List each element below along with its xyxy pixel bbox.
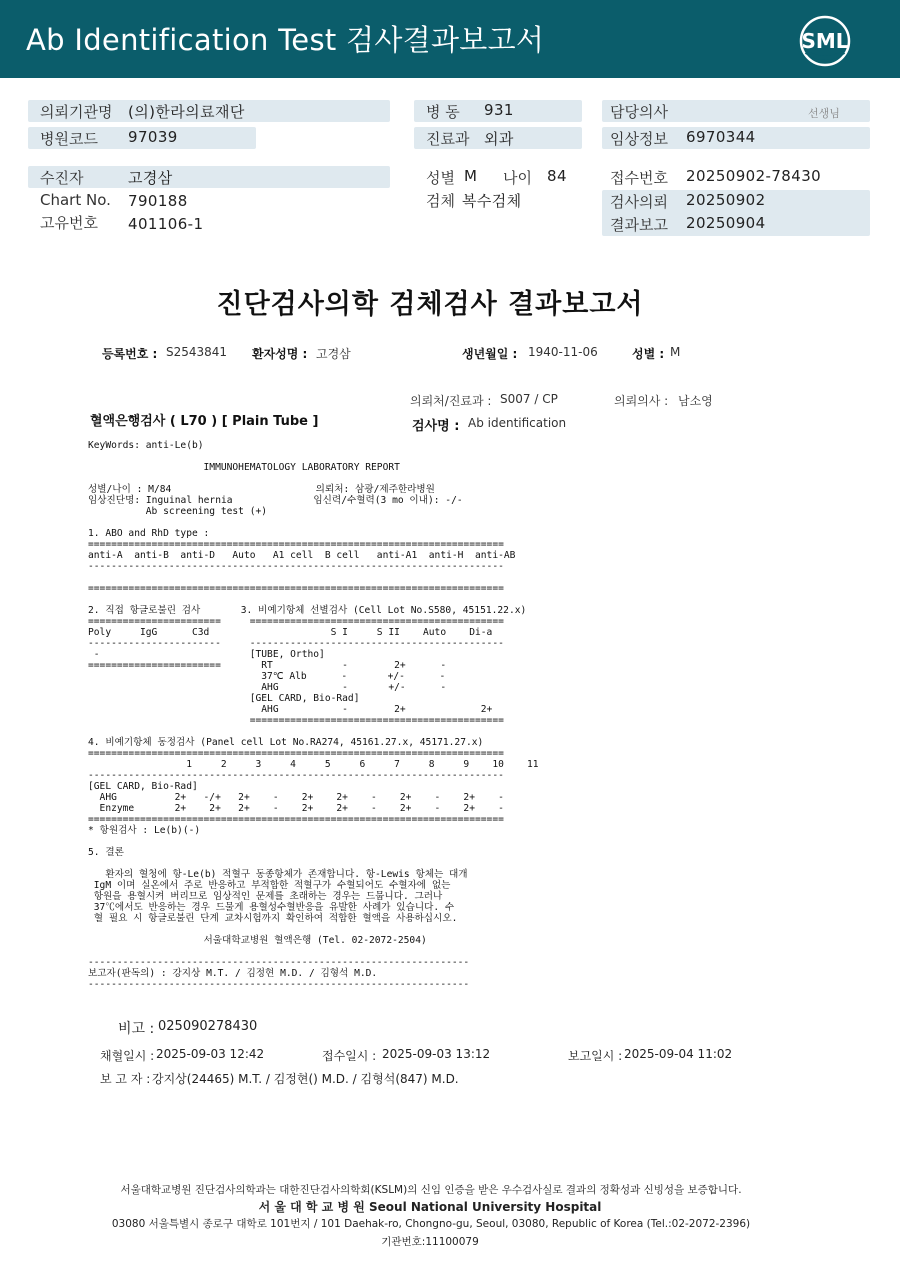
age-label: 나이 — [503, 169, 532, 187]
sex-label: 성별 — [426, 169, 455, 187]
req-dept-value: S007 / CP — [500, 392, 558, 406]
hospital-code-value: 97039 — [128, 128, 178, 146]
dept-label: 진료과 — [426, 130, 470, 148]
specimen-label: 검체 — [426, 192, 455, 210]
reporter-value: 강지상(24465) M.T. / 김정현() M.D. / 김형석(847) M.D. — [152, 1072, 459, 1086]
ward-value: 931 — [484, 101, 514, 119]
clinical-info-value: 6970344 — [686, 128, 756, 146]
test-name-value: Ab identification — [468, 416, 567, 430]
remark-value: 025090278430 — [158, 1019, 258, 1034]
dob-label: 생년월일 : — [462, 347, 518, 361]
footer-address: 03080 서울특별시 종로구 대학로 101번지 / 101 Daehak-ro, Chongno-gu, Seoul, 03080, Republic of Korea (Tel.:02-2072-2396) — [111, 1218, 751, 1230]
chart-label: Chart No. — [40, 191, 111, 209]
section-title: 혈액은행검사 ( L70 ) [ Plain Tube ] — [90, 414, 319, 429]
received-value: 2025-09-03 13:12 — [382, 1047, 491, 1061]
footer-hospital — [0, 1198, 860, 1215]
sex-value: M — [464, 167, 478, 185]
reg-label: 등록번호 : — [102, 347, 158, 361]
uid-value: 401106-1 — [128, 215, 204, 233]
footer-hospital-ko: 서 울 대 학 교 병 원 — [258, 1200, 365, 1214]
request-value: 20250902 — [686, 191, 766, 209]
patient-label: 수진자 — [40, 169, 84, 187]
footer-hospital-en: Seoul National University Hospital — [369, 1200, 602, 1214]
collected-label: 채혈일시 : — [100, 1049, 155, 1063]
result-value: 20250904 — [686, 214, 766, 232]
receipt-value: 20250902-78430 — [686, 167, 822, 185]
reported-label: 보고일시 : — [568, 1049, 623, 1063]
institution-label: 의뢰기관명 — [40, 103, 113, 121]
clinical-info-label: 임상정보 — [610, 130, 668, 148]
hospital-code-label: 병원코드 — [40, 130, 98, 148]
ward-label: 병 동 — [426, 103, 460, 121]
patient-value: 고경삼 — [128, 169, 173, 187]
collected-value: 2025-09-03 12:42 — [156, 1047, 265, 1061]
received-label: 접수일시 : — [322, 1049, 377, 1063]
reporter-label: 보 고 자 : — [100, 1072, 151, 1086]
req-doctor-label: 의뢰의사 : — [614, 394, 669, 408]
doctor-suffix: 선생님 — [808, 107, 840, 120]
report-sex-label: 성별 : — [632, 347, 665, 361]
reported-value: 2025-09-04 11:02 — [624, 1047, 733, 1061]
remark-label: 비고 : — [118, 1021, 155, 1037]
dept-value: 외과 — [484, 130, 514, 148]
dob-value: 1940-11-06 — [528, 345, 598, 359]
report-sex-value: M — [670, 345, 681, 359]
name-label: 환자성명 : — [252, 347, 308, 361]
footer-certification: 서울대학교병원 진단검사의학과는 대한진단검사의학회(KSLM)의 신임 인증을 받은 우수검사실로 결과의 정확성과 신빙성을 보증합니다. — [120, 1184, 742, 1196]
reg-value: S2543841 — [166, 345, 228, 359]
uid-label: 고유번호 — [40, 214, 98, 232]
age-value: 84 — [547, 167, 567, 185]
result-label: 결과보고 — [610, 216, 668, 234]
req-doctor-value: 남소영 — [678, 394, 713, 408]
request-label: 검사의뢰 — [610, 193, 668, 211]
sml-logo — [796, 12, 854, 70]
chart-value: 790188 — [128, 192, 188, 210]
doctor-label: 담당의사 — [610, 103, 668, 121]
report-title: 진단검사의학 검체검사 결과보고서 — [216, 289, 644, 320]
test-name-label: 검사명 : — [412, 419, 460, 434]
page-title: Ab Identification Test 검사결과보고서 — [26, 23, 545, 57]
footer-institution-no: 기관번호:11100079 — [381, 1236, 479, 1248]
name-value: 고경삼 — [316, 347, 351, 361]
req-dept-label: 의뢰처/진료과 : — [410, 394, 492, 408]
lab-report-body: KeyWords: anti-Le(b) IMMUNOHEMATOLOGY LABORATORY REPORT 성별/나이 : M/84 의뢰처: 삼광/제주한라병원 임상진단명: Inguinal hernia 임신력/수혈력(3 mo 이내): -/- Ab screening test (+) 1. ABO and RhD type : ======================================================================== anti-A anti-B anti-D Auto A1 cell B cell anti-A1 anti-H anti-AB ------------------------------------------------------------------------ ======================================================================== 2. 직접 항글로불린 검사 3. 비예기항체 선별검사 (Cell Lot No.S580, 45151.22.x) ======================= ============================================ Poly IgG C3d S I S II Auto Di-a ----------------------- -------------------------------------------- - [TUBE, Ortho] ======================= RT - 2+ - 37℃ Alb - +/- - AHG - +/- - [GEL CARD, Bio-Rad] AHG - 2+ 2+ ============================================ 4. 비예기항체 동정검사 (Panel cell Lot No.RA274, 45161.27.x, 45171.27.x) ======================================================================== 1 2 3 4 5 6 7 8 9 10 11 ------------------------------------------------------------------------ [GEL CARD, Bio-Rad] AHG 2+ -/+ 2+ - 2+ 2+ - 2+ - 2+ - Enzyme 2+ 2+ 2+ - 2+ 2+ - 2+ - 2+ - ======================================================================== * 항원검사 : Le(b)(-) 5. 결론 환자의 혈청에 항-Le(b) 적혈구 동종항체가 존재합니다. 항-Lewis 항체는 대개 IgM 이며 실온에서 주로 반응하고 부적합한 적혈구가 수혈되어도 수혈자에 없는 항원을 용혈시켜 버리므로 임상적인 문제를 초래하는 경우는 드뭅니다. 그러나 37℃에서도 반응하는 경우 드물게 용혈성수혈반응을 유발한 사례가 있습니다. 수 혈 필요 시 항글로불린 단계 교차시험까지 확인하여 적합한 혈액을 사용하십시오. 서울대학교병원 혈액은행 (Tel. 02-2072-2504) ------------------------------------------------------------------ 보고자(판독의) : 강지상 M.T. / 김정현 M.D. / 김형석 M.D. ------------------------------------------------------------------ — [88, 440, 539, 990]
receipt-label: 접수번호 — [610, 169, 668, 187]
institution-value: (의)한라의료재단 — [128, 103, 245, 121]
logo-text: SML — [801, 29, 849, 53]
specimen-value: 복수검체 — [462, 192, 522, 210]
